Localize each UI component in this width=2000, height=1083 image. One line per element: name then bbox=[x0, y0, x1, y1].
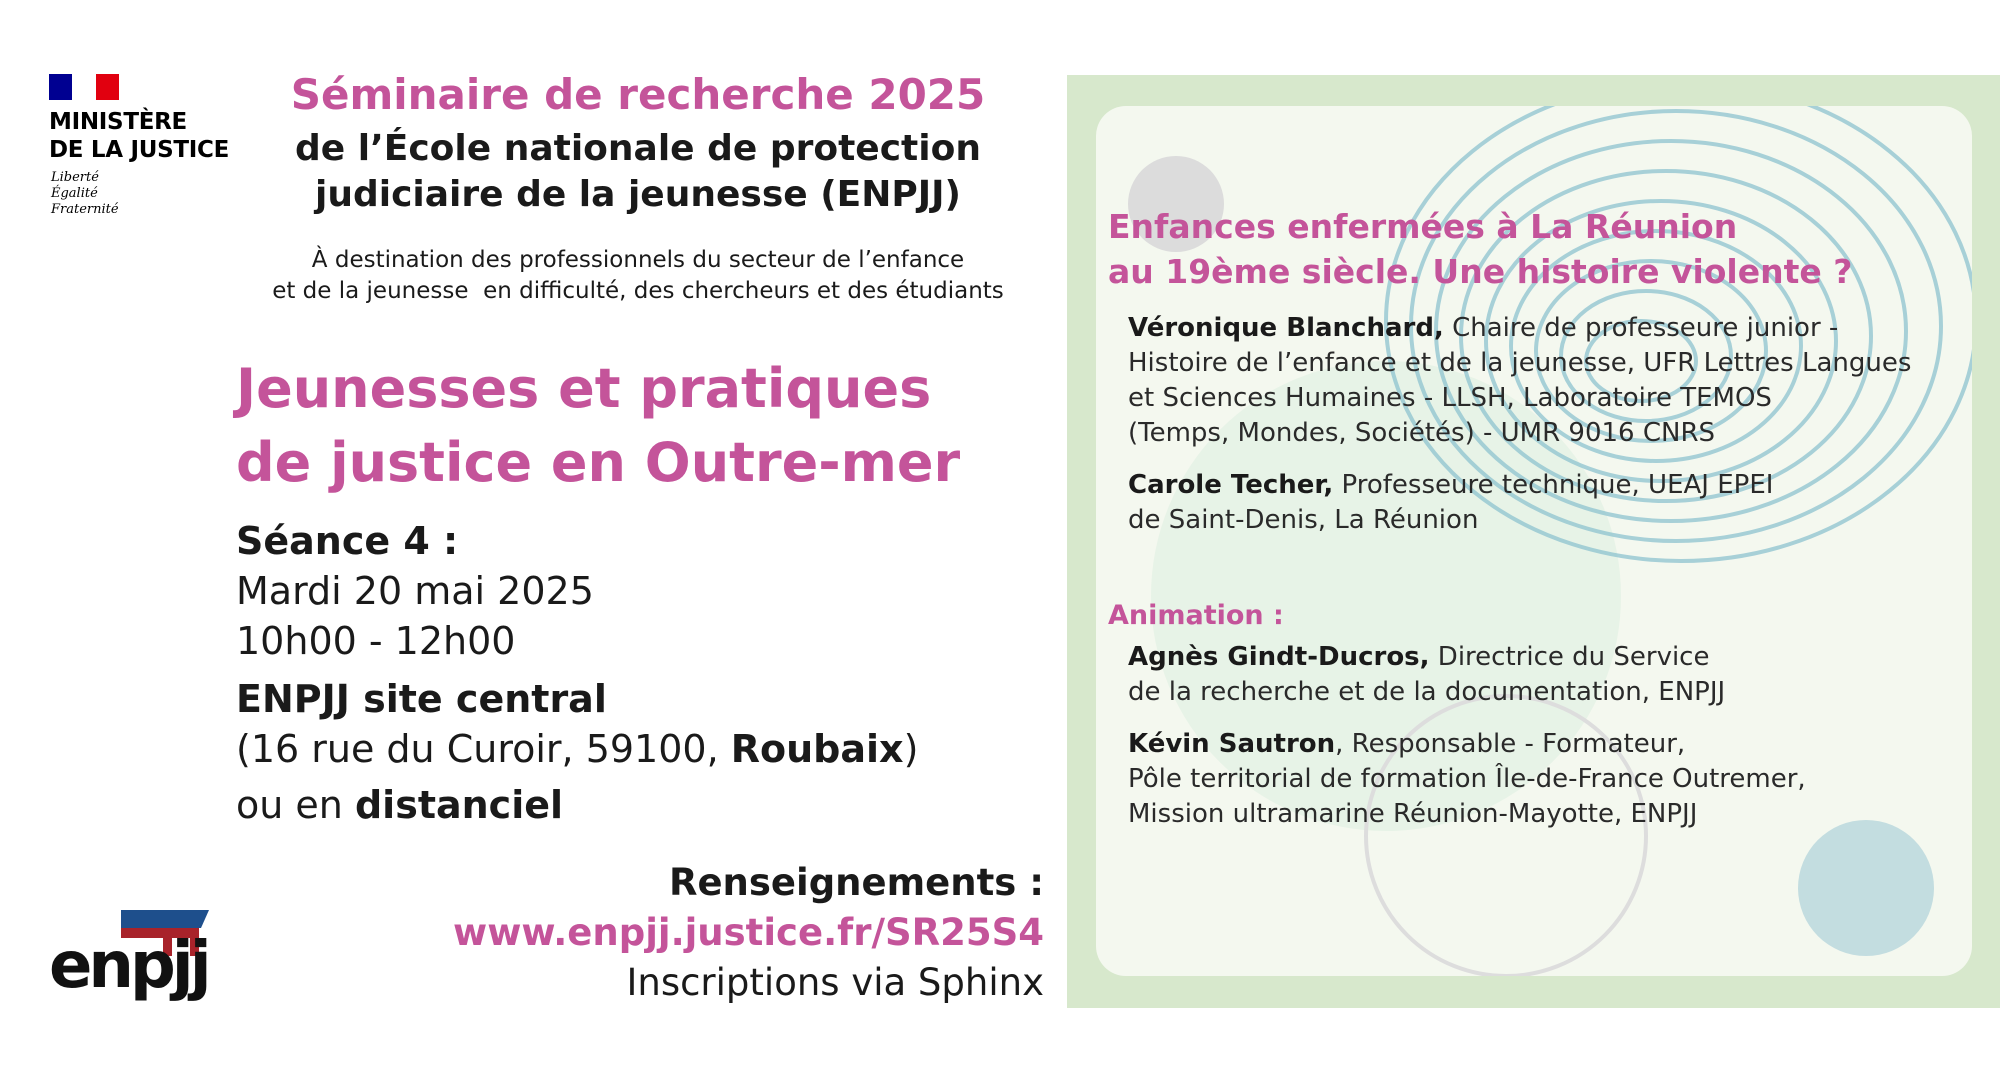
registration-text: Inscriptions via Sphinx bbox=[626, 961, 1044, 1004]
speaker-carole-techer: Carole Techer, Professeure technique, UEAJ EPEI de Saint-Denis, La Réunion bbox=[1128, 470, 1774, 535]
enpjj-logo-text: enpjj bbox=[49, 929, 208, 1003]
seminar-title: Séminaire de recherche 2025 bbox=[290, 70, 986, 119]
animator-agnes-gindt-ducros: Agnès Gindt-Ducros, Directrice du Service de la recherche et de la documentation, ENPJJ bbox=[1128, 642, 1726, 707]
speaker-name: Véronique Blanchard, bbox=[1128, 313, 1444, 343]
seminar-subtitle: de l’École nationale de protection judiciaire de la jeunesse (ENPJJ) bbox=[295, 128, 981, 215]
session-time: 10h00 - 12h00 bbox=[236, 619, 516, 663]
info-heading: Renseignements : bbox=[668, 861, 1044, 904]
ministry-logo bbox=[49, 74, 249, 224]
speaker-veronique-blanchard: Véronique Blanchard, Chaire de professeure junior - Histoire de l’enfance et de la jeunesse, UFR Lettres Langues et Sciences Humaines - LLSH, Laboratoire TEMOS (Temps, Mondes, Sociétés) - UMR 9016 CNRS bbox=[1128, 313, 1912, 448]
session-address: (16 rue du Curoir, 59100, Roubaix) bbox=[236, 727, 919, 771]
animator-kevin-sautron: Kévin Sautron, Responsable - Formateur, Pôle territorial de formation Île-de-France Outremer, Mission ultramarine Réunion-Mayotte, ENPJJ bbox=[1128, 729, 1806, 829]
main-title: Jeunesses et pratiques de justice en Outre-mer bbox=[236, 357, 961, 494]
session-label: Séance 4 : bbox=[236, 519, 459, 563]
animation-label: Animation : bbox=[1108, 600, 1284, 631]
audience-text: À destination des professionnels du secteur de l’enfance et de la jeunesse en difficulté, des chercheurs et des étudiants bbox=[272, 247, 1004, 304]
session-remote: ou en distanciel bbox=[236, 783, 564, 827]
ministry-motto: Liberté Égalité Fraternité bbox=[51, 170, 119, 217]
info-url-link[interactable]: www.enpjj.justice.fr/SR25S4 bbox=[453, 911, 1044, 954]
ministry-name: MINISTÈRE DE LA JUSTICE bbox=[49, 109, 230, 163]
session-venue: ENPJJ site central bbox=[236, 677, 607, 721]
talk-title: Enfances enfermées à La Réunion au 19ème siècle. Une histoire violente ? bbox=[1108, 207, 1853, 291]
animator-name: Kévin Sautron bbox=[1128, 729, 1336, 759]
info-block bbox=[450, 858, 1044, 1008]
session-date: Mardi 20 mai 2025 bbox=[236, 569, 594, 613]
speaker-name: Carole Techer, bbox=[1128, 470, 1334, 500]
enpjj-logo bbox=[49, 904, 219, 1014]
french-flag-icon bbox=[49, 74, 119, 100]
animator-name: Agnès Gindt-Ducros, bbox=[1128, 642, 1430, 672]
